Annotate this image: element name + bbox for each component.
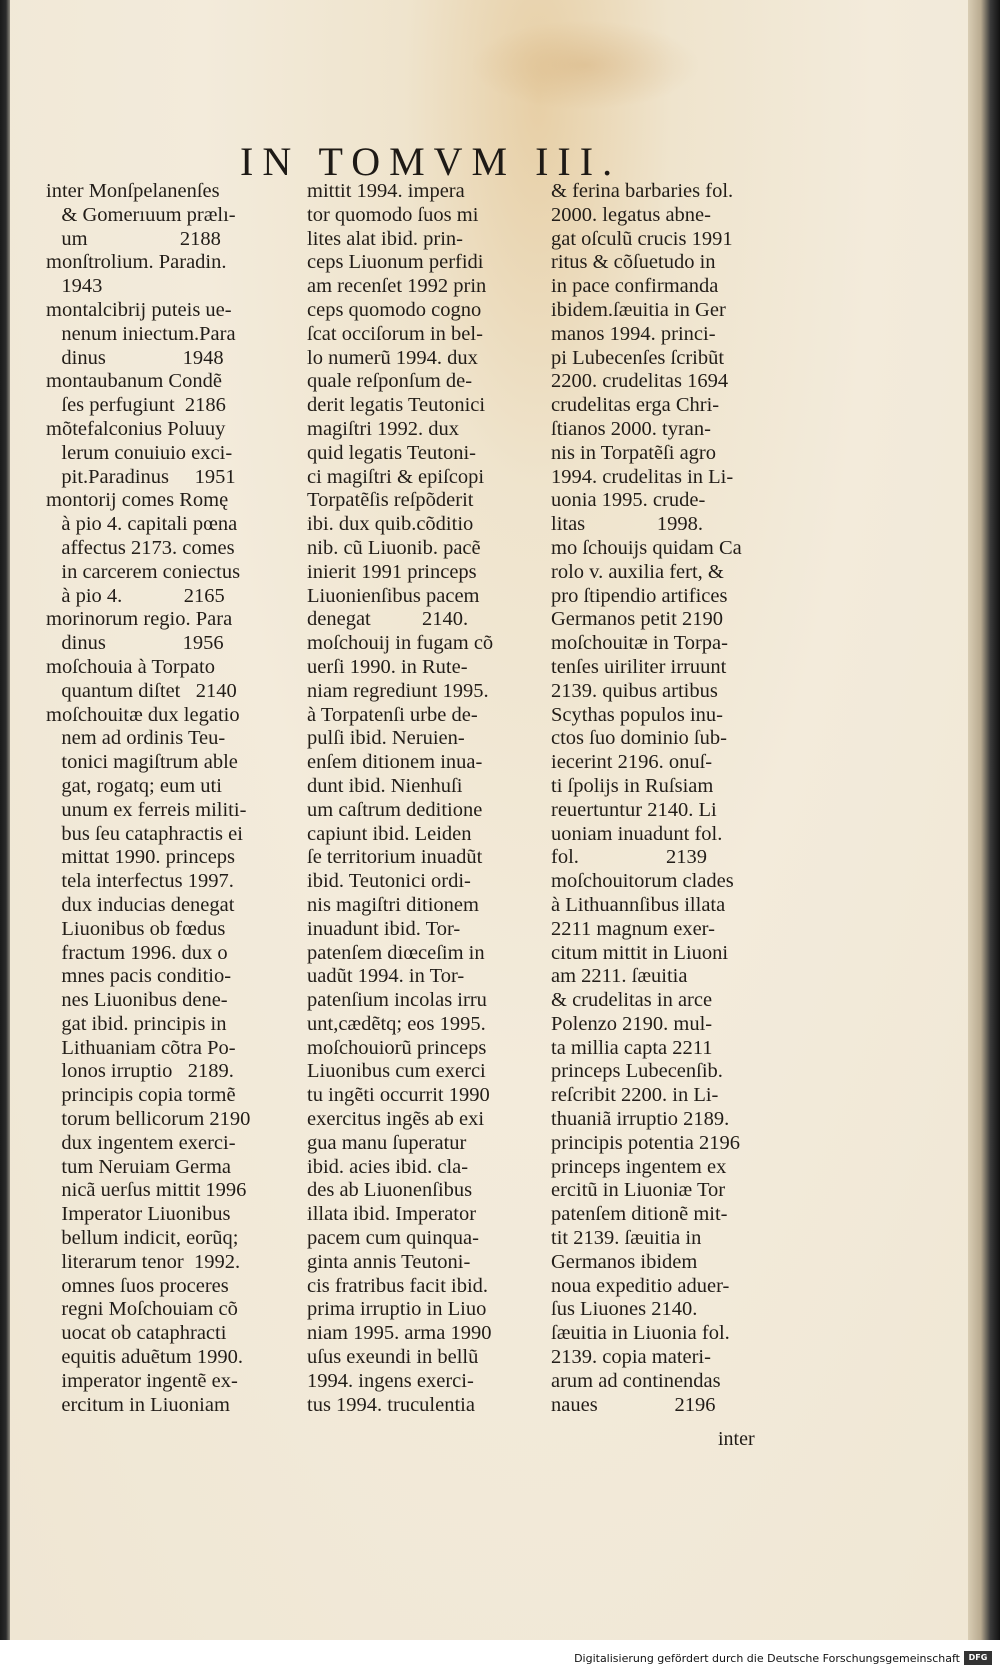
index-line: ſcat occiſorum in bel- [307,322,483,345]
index-line: gat oſculũ crucis 1991 [551,227,733,250]
index-line: principis copia tormẽ [46,1084,236,1107]
index-line: mo ſchouijs quidam Ca [551,536,742,559]
index-line: Torpatẽſis reſpõderit [307,489,474,512]
index-line: & ferina barbaries fol. [551,180,734,202]
index-line: ſus Liuones 2140. [551,1298,698,1321]
index-line: derit legatis Teutonici [307,394,486,417]
index-line: prima irruptio in Liuo [307,1298,487,1321]
index-line: Germanos petit 2190 [551,608,723,631]
index-line: unum ex ferreis militi- [46,798,247,821]
index-line: reſcribit 2200. in Li- [551,1084,719,1107]
index-line: arum ad continendas [551,1369,721,1392]
index-line: des ab Liuonenſibus [307,1179,473,1202]
index-line: regni Moſchouiam cõ [46,1298,238,1321]
index-line: reuertuntur 2140. Li [551,798,717,821]
index-line: cis fratribus facit ibid. [307,1274,489,1297]
index-line: dux inducias denegat [46,893,235,916]
index-line: ci magiſtri & epiſcopi [307,465,485,488]
index-line: illata ibid. Imperator [307,1203,477,1226]
index-line: tonici magiſtrum able [46,751,238,774]
index-line: denegat 2140. [307,608,469,631]
index-line: moſchouitæ dux legatio [46,703,240,726]
index-line: um 2188 [46,227,221,250]
index-line: montorij comes Romę [46,489,229,512]
index-line: niam regrediunt 1995. [307,679,489,702]
index-line: monſtrolium. Paradin. [46,251,227,274]
index-line: ibidem.ſæuitia in Ger [551,298,726,321]
index-line: nis in Torpatẽſi agro [551,441,717,464]
index-line: patenſem ditionẽ mit- [551,1203,728,1226]
index-line: Liuonibus ob fœdus [46,917,226,940]
index-line: & Gomerıuum prælı- [46,203,236,226]
index-line: 2000. legatus abne- [551,203,711,226]
index-line: magiſtri 1992. dux [307,417,460,440]
index-line: gat ibid. principis in [46,1012,227,1035]
index-line: in pace confirmanda [551,275,719,298]
index-line: ſes perfugiunt 2186 [46,394,226,417]
index-line: ta millia capta 2211 [551,1036,713,1059]
index-line: fractum 1996. dux o [46,941,228,964]
index-line: am recenſet 1992 prin [307,275,487,298]
index-line: Imperator Liuonibus [46,1203,231,1226]
index-line: 1994. ingens exerci- [307,1369,474,1392]
index-line: ibi. dux quib.cõditio [307,513,474,536]
index-line: naues 2196 [551,1393,716,1416]
index-line: inter Monſpelanenſes [46,180,220,202]
index-line: ibid. Teutonici ordi- [307,870,471,893]
index-line: affectus 2173. comes [46,536,235,559]
index-line: Liuonibus cum exerci [307,1060,486,1083]
index-line: 2200. crudelitas 1694 [551,370,729,393]
index-line: montalcibrij puteis ue- [46,298,232,321]
index-line: citum mittit in Liuoni [551,941,729,964]
index-line: quid legatis Teutoni- [307,441,476,464]
index-line: à pio 4. 2165 [46,584,225,607]
index-line: nicã uerſus mittit 1996 [46,1179,247,1202]
footer-bar [0,1640,1000,1678]
index-line: principis potentia 2196 [551,1131,741,1154]
index-line: mittat 1990. princeps [46,846,236,869]
index-line: ſtianos 2000. tyran- [551,417,711,440]
index-line: ritus & cõſuetudo in [551,251,716,274]
index-line: 2211 magnum exer- [551,917,715,940]
index-line: torum bellicorum 2190 [46,1108,251,1131]
index-line: dinus 1956 [46,632,224,655]
index-line: fol. 2139 [551,846,708,869]
index-line: tit 2139. ſæuitia in [551,1227,702,1250]
index-line: princeps Lubecenſib. [551,1060,723,1083]
index-line: pacem cum quinqua- [307,1227,479,1250]
catchword: inter [718,1428,755,1450]
index-line: uſus exeundi in bellũ [307,1346,479,1369]
funding-credit: Digitalisierung gefördert durch die Deutsche Forschungsgemeinschaft [574,1652,960,1665]
index-line: & crudelitas in arce [551,989,713,1012]
index-line: tum Neruiam Germa [46,1155,232,1178]
index-line: manos 1994. princi- [551,322,716,345]
index-line: pi Lubecenſes ſcribũt [551,346,725,369]
index-line: dinus 1948 [46,346,224,369]
index-line: pro ſtipendio artifices [551,584,728,607]
index-line: 2139. quibus artibus [551,679,718,702]
index-line: 1943 [46,275,103,298]
index-line: Germanos ibidem [551,1250,698,1273]
index-line: quantum diſtet 2140 [46,679,237,702]
index-line: literarum tenor 1992. [46,1250,241,1273]
index-line: enſem ditionem inua- [307,751,483,774]
index-line: unt,cædẽtq; eos 1995. [307,1012,486,1035]
index-line: ceps quomodo cogno [307,298,482,321]
index-line: ſe territorium inuadũt [307,846,483,869]
index-line: 1994. crudelitas in Li- [551,465,734,488]
index-line: patenſium incolas irru [307,989,487,1012]
index-line: Scythas populos inu- [551,703,723,726]
index-line: inuadunt ibid. Tor- [307,917,461,940]
index-line: imperator ingentẽ ex- [46,1369,238,1392]
index-line: dunt ibid. Nienhuſi [307,774,463,797]
index-line: um caſtrum deditione [307,798,483,821]
index-line: lo numerũ 1994. dux [307,346,478,369]
index-line: mõtefalconius Poluuy [46,417,226,440]
index-line: niam 1995. arma 1990 [307,1322,492,1345]
index-line: à Lithuannſibus illata [551,893,726,916]
running-header: IN TOMVM III. [240,139,622,184]
index-line: ercitũ in Liuoniæ Tor [551,1179,726,1202]
index-line: bellum indicit, eorũq; [46,1227,239,1250]
index-line: 2139. copia materi- [551,1346,711,1369]
index-line: montaubanum Condẽ [46,370,222,393]
index-line: uoniam inuadunt fol. [551,822,723,845]
index-line: ercitum in Liuoniam [46,1393,230,1416]
index-line: mnes pacis conditio- [46,965,232,988]
index-line: nib. cũ Liuonib. pacẽ [307,536,481,559]
index-line: in carcerem coniectus [46,560,241,583]
index-line: pulſi ibid. Neruien- [307,727,465,750]
index-line: am 2211. ſæuitia [551,965,688,988]
index-line: pit.Paradinus 1951 [46,465,236,488]
index-line: exercitus ingẽs ab exi [307,1108,485,1131]
index-line: à Torpatenſi urbe de- [307,703,478,726]
index-line: tus 1994. truculentia [307,1393,475,1416]
index-line: patenſem diœceſim in [307,941,485,964]
index-line: nem ad ordinis Teu- [46,727,226,750]
index-line: uerſi 1990. in Rute- [307,655,468,678]
index-line: litas 1998. [551,513,704,536]
index-line: moſchouitæ in Torpa- [551,632,728,655]
index-line: gat, rogatq; eum uti [46,774,222,797]
index-line: noua expeditio aduer- [551,1274,730,1297]
index-line: inierit 1991 princeps [307,560,477,583]
index-column-2 [307,180,535,1417]
index-line: gua manu ſuperatur [307,1131,467,1154]
index-column-3 [551,180,779,1417]
index-line: equitis aduẽtum 1990. [46,1346,244,1369]
index-line: Liuonienſibus pacem [307,584,480,607]
index-line: Lithuaniam cõtra Po- [46,1036,236,1059]
index-line: moſchouiorũ princeps [307,1036,487,1059]
index-line: capiunt ibid. Leiden [307,822,472,845]
index-line: ſæuitia in Liuonia fol. [551,1322,730,1345]
index-column-1 [46,180,274,1417]
index-line: Polenzo 2190. mul- [551,1012,713,1035]
dfg-logo: DFG [964,1651,992,1665]
index-line: ibid. acies ibid. cla- [307,1155,469,1178]
index-line: uocat ob cataphracti [46,1322,227,1345]
index-line: lerum conuiuio exci- [46,441,233,464]
index-line: princeps ingentem ex [551,1155,727,1178]
index-line: lites alat ibid. prin- [307,227,463,250]
index-line: nis magiſtri ditionem [307,893,479,916]
index-line: bus ſeu cataphractis ei [46,822,243,845]
index-line: morinorum regio. Para [46,608,233,631]
index-line: tu ingẽti occurrit 1990 [307,1084,490,1107]
index-line: ginta annis Teutoni- [307,1250,471,1273]
index-line: nenum iniectum.Para [46,322,236,345]
index-line: thuaniã irruptio 2189. [551,1108,730,1131]
index-line: ctos ſuo dominio ſub- [551,727,727,750]
index-line: uonia 1995. crude- [551,489,706,512]
index-line: tela interfectus 1997. [46,870,234,893]
index-line: lonos irruptio 2189. [46,1060,234,1083]
index-line: crudelitas erga Chri- [551,394,720,417]
index-line: ti ſpolijs in Ruſsiam [551,774,714,797]
index-line: omnes ſuos proceres [46,1274,229,1297]
index-line: tor quomodo ſuos mi [307,203,479,226]
index-line: dux ingentem exerci- [46,1131,236,1154]
index-line: nes Liuonibus dene- [46,989,228,1012]
index-line: moſchouitorum clades [551,870,734,893]
index-line: moſchouij in fugam cõ [307,632,494,655]
index-line: quale reſponſum de- [307,370,473,393]
index-line: iecerint 2196. onuſ- [551,751,713,774]
water-stain [470,20,700,110]
index-line: rolo v. auxilia fert, & [551,560,724,583]
index-line: moſchouia à Torpato [46,655,215,678]
index-line: ceps Liuonum perfidi [307,251,484,274]
page-edge [968,0,1000,1640]
index-line: à pio 4. capitali pœna [46,513,238,536]
index-line: tenſes uiriliter irruunt [551,655,727,678]
index-line: mittit 1994. impera [307,180,465,202]
index-line: uadũt 1994. in Tor- [307,965,465,988]
